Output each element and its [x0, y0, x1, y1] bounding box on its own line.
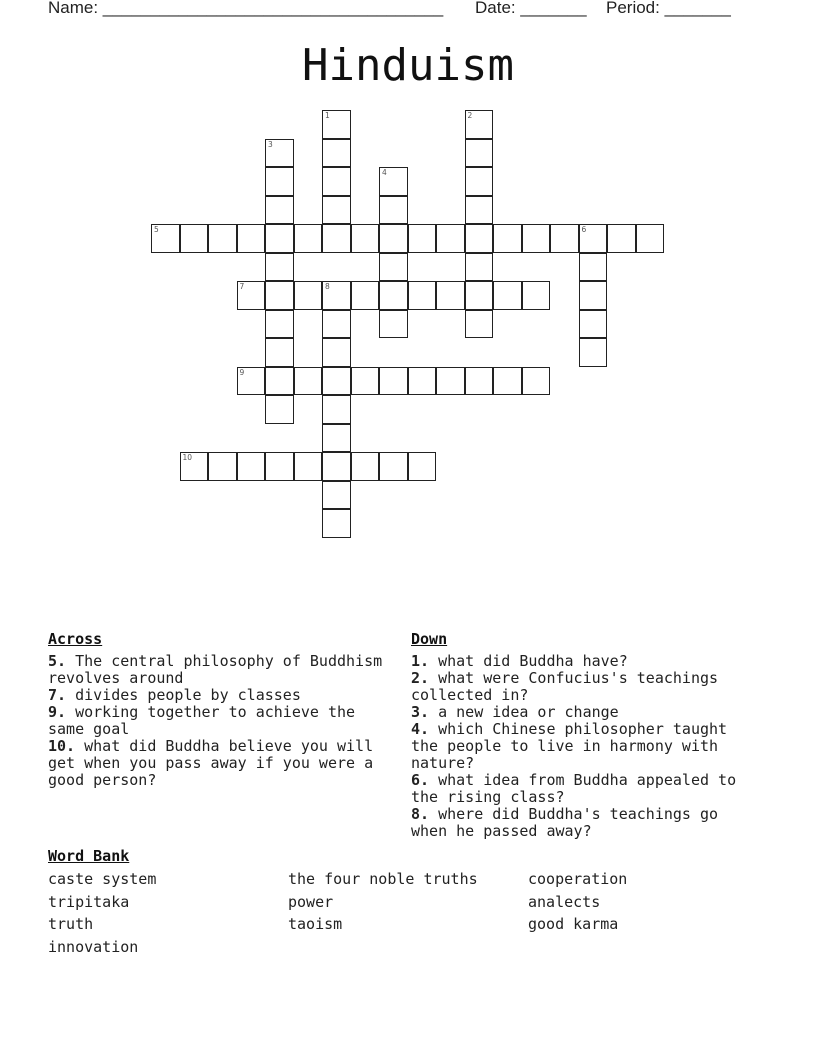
grid-cell[interactable] — [379, 452, 408, 481]
grid-cell[interactable] — [493, 281, 522, 310]
clue-number: 9. — [48, 703, 67, 721]
clue-number: 2. — [411, 669, 430, 687]
clue-number: 3 — [268, 139, 273, 149]
clue-number: 8 — [325, 282, 330, 291]
grid-cell[interactable] — [351, 452, 380, 481]
grid-cell[interactable] — [322, 139, 351, 168]
clue-number: 6. — [411, 771, 430, 789]
grid-cell[interactable] — [465, 196, 494, 225]
grid-cell[interactable] — [294, 452, 323, 481]
grid-cell[interactable] — [322, 424, 351, 453]
grid-cell[interactable] — [265, 452, 294, 481]
grid-cell[interactable] — [322, 310, 351, 339]
down-clue — [411, 806, 756, 840]
grid-cell[interactable] — [237, 224, 266, 253]
clue-text: where did Buddha's teachings go when he passed away? — [411, 805, 719, 840]
grid-cell[interactable] — [322, 110, 351, 139]
grid-cell[interactable] — [408, 224, 437, 253]
grid-cell[interactable] — [408, 281, 437, 310]
grid-cell[interactable] — [379, 167, 408, 196]
clue-number: 5 — [154, 225, 159, 234]
clue-number: 1 — [325, 111, 330, 120]
word-bank-item: innovation — [48, 937, 139, 956]
across-clue-list — [48, 653, 400, 789]
grid-cell[interactable] — [265, 139, 294, 168]
grid-cell[interactable] — [493, 224, 522, 253]
clue-number: 5. — [48, 652, 67, 670]
grid-cell[interactable] — [408, 367, 437, 396]
grid-cell[interactable] — [465, 310, 494, 339]
grid-cell[interactable] — [265, 338, 294, 367]
word-bank-item: taoism — [288, 915, 343, 933]
grid-cell[interactable] — [265, 253, 294, 282]
grid-cell[interactable] — [465, 224, 494, 253]
grid-cell[interactable] — [379, 310, 408, 339]
period-field: Period: _______ — [606, 0, 731, 17]
clue-number: 2 — [467, 111, 473, 120]
grid-cell[interactable] — [379, 281, 408, 310]
grid-cell[interactable] — [522, 224, 551, 253]
grid-cell[interactable] — [322, 338, 351, 367]
clue-number: 9 — [239, 367, 245, 377]
grid-cell[interactable] — [351, 281, 380, 310]
grid-cell[interactable] — [265, 224, 294, 253]
clue-text: divides people by classes — [66, 686, 301, 704]
page-title: Hinduism — [302, 40, 514, 91]
grid-cell[interactable] — [322, 167, 351, 196]
clue-text: which Chinese philosopher taught the people to live in harmony with nature? — [411, 720, 728, 772]
grid-cell[interactable] — [265, 310, 294, 339]
grid-cell[interactable] — [180, 224, 209, 253]
grid-cell[interactable] — [294, 224, 323, 253]
word-bank-item: analects — [528, 892, 601, 911]
clue-text: working together to achieve the same goal — [48, 703, 356, 738]
clue-number: 3. — [411, 703, 430, 721]
across-clue — [48, 653, 400, 687]
down-clue — [411, 704, 756, 721]
clue-number: 4. — [411, 720, 430, 738]
grid-cell[interactable] — [465, 281, 494, 310]
grid-cell[interactable] — [465, 167, 494, 196]
grid-cell[interactable] — [379, 367, 408, 396]
grid-cell[interactable] — [265, 395, 294, 424]
grid-cell[interactable] — [465, 110, 494, 139]
across-heading: Across — [48, 630, 103, 648]
across-clue — [48, 687, 400, 704]
grid-cell[interactable] — [322, 224, 351, 253]
grid-cell[interactable] — [636, 224, 665, 253]
grid-cell[interactable] — [265, 281, 294, 310]
grid-cell[interactable] — [579, 338, 608, 367]
clue-number: 8. — [411, 805, 430, 823]
clue-text: what did Buddha have? — [429, 652, 628, 670]
grid-cell[interactable] — [579, 253, 608, 282]
grid-cell[interactable] — [579, 281, 608, 310]
clue-text: what idea from Buddha appealed to the rising class? — [411, 771, 737, 806]
grid-cell[interactable] — [322, 395, 351, 424]
grid-cell[interactable] — [379, 196, 408, 225]
word-bank-item: truth — [48, 915, 94, 933]
grid-cell[interactable] — [322, 281, 351, 310]
word-bank-heading: Word Bank — [48, 847, 130, 865]
clue-number: 6 — [581, 225, 587, 234]
grid-cell[interactable] — [379, 224, 408, 253]
down-heading: Down — [411, 630, 448, 648]
word-bank-item: caste system — [48, 870, 157, 888]
word-bank-item: power — [288, 892, 334, 911]
down-clue — [411, 772, 756, 806]
date-field: Date: _______ — [475, 0, 587, 17]
grid-cell[interactable] — [465, 139, 494, 168]
clue-number: 4 — [382, 168, 387, 177]
grid-cell[interactable] — [493, 367, 522, 396]
grid-cell[interactable] — [322, 367, 351, 396]
grid-cell[interactable] — [436, 367, 465, 396]
grid-cell[interactable] — [237, 367, 266, 396]
grid-cell[interactable] — [294, 367, 323, 396]
grid-cell[interactable] — [237, 452, 266, 481]
clue-number: 10. — [48, 737, 76, 755]
grid-cell[interactable] — [265, 196, 294, 225]
clue-text: what were Confucius's teachings collected in? — [411, 669, 719, 704]
down-clue — [411, 670, 756, 704]
across-clue — [48, 704, 400, 738]
grid-cell[interactable] — [151, 224, 180, 253]
grid-cell[interactable] — [436, 281, 465, 310]
grid-cell[interactable] — [579, 224, 608, 253]
clue-text: a new idea or change — [429, 703, 619, 721]
grid-cell[interactable] — [237, 281, 266, 310]
grid-cell[interactable] — [607, 224, 636, 253]
grid-cell[interactable] — [265, 367, 294, 396]
grid-cell[interactable] — [550, 224, 579, 253]
grid-cell[interactable] — [265, 167, 294, 196]
grid-cell[interactable] — [579, 310, 608, 339]
clue-number: 10 — [182, 453, 193, 462]
clue-number: 7. — [48, 686, 67, 704]
down-clue — [411, 721, 756, 772]
grid-cell[interactable] — [522, 281, 551, 310]
grid-cell[interactable] — [208, 452, 237, 481]
down-clue — [411, 653, 756, 670]
word-bank-item: cooperation — [528, 870, 628, 888]
grid-cell[interactable] — [322, 481, 351, 510]
grid-cell[interactable] — [351, 224, 380, 253]
clue-number: 7 — [239, 282, 245, 291]
grid-cell[interactable] — [379, 253, 408, 282]
word-bank-item: the four noble truths — [288, 870, 478, 888]
grid-cell[interactable] — [294, 281, 323, 310]
clue-text: The central philosophy of Buddhism revolves around — [48, 652, 383, 687]
word-bank-item: tripitaka — [48, 892, 130, 911]
grid-cell[interactable] — [180, 452, 209, 481]
grid-cell[interactable] — [465, 253, 494, 282]
name-field: Name: ____________________________________ — [48, 0, 444, 17]
clue-number: 1. — [411, 652, 430, 670]
grid-cell[interactable] — [408, 452, 437, 481]
grid-cell[interactable] — [436, 224, 465, 253]
grid-cell[interactable] — [322, 452, 351, 481]
grid-cell[interactable] — [322, 509, 351, 538]
grid-cell[interactable] — [351, 367, 380, 396]
across-clue — [48, 738, 400, 789]
grid-cell[interactable] — [465, 367, 494, 396]
grid-cell[interactable] — [322, 196, 351, 225]
word-bank-item: good karma — [528, 915, 619, 933]
clue-text: what did Buddha believe you will get when you pass away if you were a good person? — [48, 737, 374, 789]
down-clue-list — [411, 653, 756, 840]
grid-cell[interactable] — [522, 367, 551, 396]
grid-cell[interactable] — [208, 224, 237, 253]
